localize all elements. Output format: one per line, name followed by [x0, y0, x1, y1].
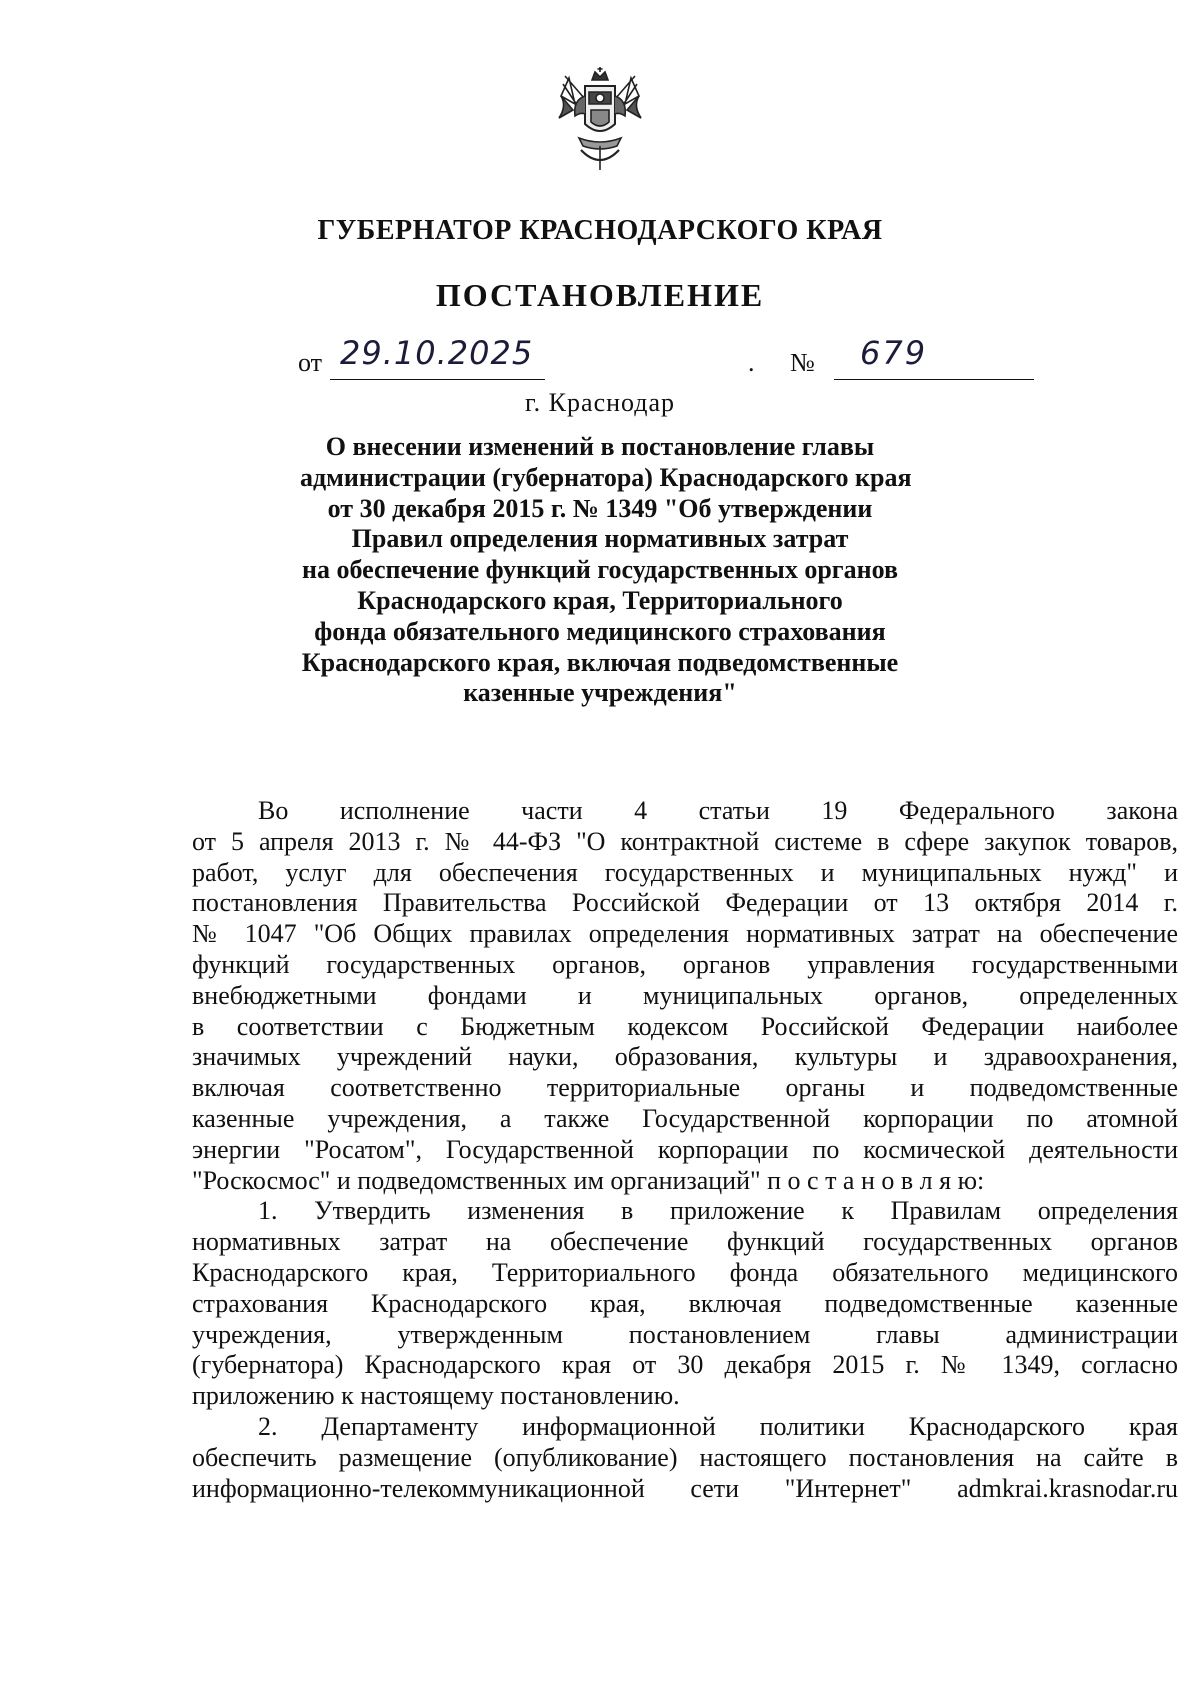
body-line: Краснодарского края, Территориального фонда обязательного медицинского: [192, 1257, 1178, 1287]
krasnodar-krai-coat-of-arms-icon: [555, 66, 645, 176]
body-line: 1. Утвердить изменения в приложение к Правилам определения: [258, 1196, 1178, 1226]
body-line: страхования Краснодарского края, включая подведомственные казенные: [192, 1288, 1178, 1318]
body-line: функций государственных органов, органов управления государственными: [192, 949, 1178, 979]
body-line: (губернатора) Краснодарского края от 30 декабря 2015 г. № 1349, согласно: [192, 1350, 1178, 1380]
document-body: [192, 796, 1178, 1504]
date-underline: [330, 379, 545, 380]
city: г. Краснодар: [524, 388, 676, 417]
body-line: № 1047 "Об Общих правилах определения нормативных затрат на обеспечение: [192, 919, 1178, 949]
body-line: от 5 апреля 2013 г. № 44-ФЗ "О контрактной системе в сфере закупок товаров,: [192, 826, 1178, 856]
issuing-authority: ГУБЕРНАТОР КРАСНОДАРСКОГО КРАЯ: [317, 215, 883, 246]
title-line: на обеспечение функций государственных органов: [302, 555, 898, 585]
body-line: постановления Правительства Российской Федерации от 13 октября 2014 г.: [192, 888, 1178, 918]
body-line: Во исполнение части 4 статьи 19 Федерального закона: [258, 796, 1178, 825]
document-title: [300, 432, 912, 709]
body-line: в соответствии с Бюджетным кодексом Российской Федерации наиболее: [192, 1011, 1178, 1041]
body-line: работ, услуг для обеспечения государственных и муниципальных нужд" и: [192, 857, 1178, 887]
body-line: значимых учреждений науки, образования, культуры и здравоохранения,: [192, 1042, 1178, 1072]
body-line: включая соответственно территориальные органы и подведомственные: [192, 1073, 1178, 1103]
date-label: от: [298, 348, 323, 377]
body-line: обеспечить размещение (опубликование) настоящего постановления на сайте в: [192, 1442, 1178, 1472]
handwritten-number: 679: [860, 334, 928, 372]
body-line: 2. Департаменту информационной политики Краснодарского края: [258, 1411, 1178, 1441]
number-dot: .: [748, 348, 755, 377]
number-underline: [834, 379, 1034, 380]
title-line: О внесении изменений в постановление главы: [325, 432, 875, 461]
title-line: фонда обязательного медицинского страхования: [314, 616, 886, 646]
title-line: от 30 декабря 2015 г. № 1349 "Об утверждении: [327, 493, 873, 523]
date-number-row: [0, 334, 1200, 384]
title-line: Краснодарского края, включая подведомственные: [301, 647, 899, 677]
handwritten-date: 29.10.2025: [340, 334, 534, 372]
body-line: информационно-телекоммуникационной сети "Интернет" admkrai.krasnodar.ru: [192, 1473, 1178, 1503]
title-line: Правил определения нормативных затрат: [351, 524, 849, 554]
body-line: нормативных затрат на обеспечение функций государственных органов: [192, 1227, 1178, 1257]
body-line: приложению к настоящему постановлению.: [192, 1381, 680, 1411]
title-line: Краснодарского края, Территориального: [357, 585, 843, 615]
document-type: ПОСТАНОВЛЕНИЕ: [435, 277, 765, 313]
body-line: казенные учреждения, а также Государственной корпорации по атомной: [192, 1103, 1178, 1133]
body-line: учреждения, утвержденным постановлением главы администрации: [192, 1319, 1178, 1349]
title-line: казенные учреждения": [463, 678, 737, 708]
body-line: внебюджетными фондами и муниципальных органов, определенных: [192, 980, 1178, 1010]
number-label: №: [790, 348, 815, 377]
title-line: администрации (губернатора) Краснодарского края: [300, 462, 912, 492]
body-line: энергии "Росатом", Государственной корпорации по космической деятельности: [192, 1134, 1178, 1164]
body-line: "Роскосмос" и подведомственных им организаций" п о с т а н о в л я ю:: [192, 1165, 985, 1195]
